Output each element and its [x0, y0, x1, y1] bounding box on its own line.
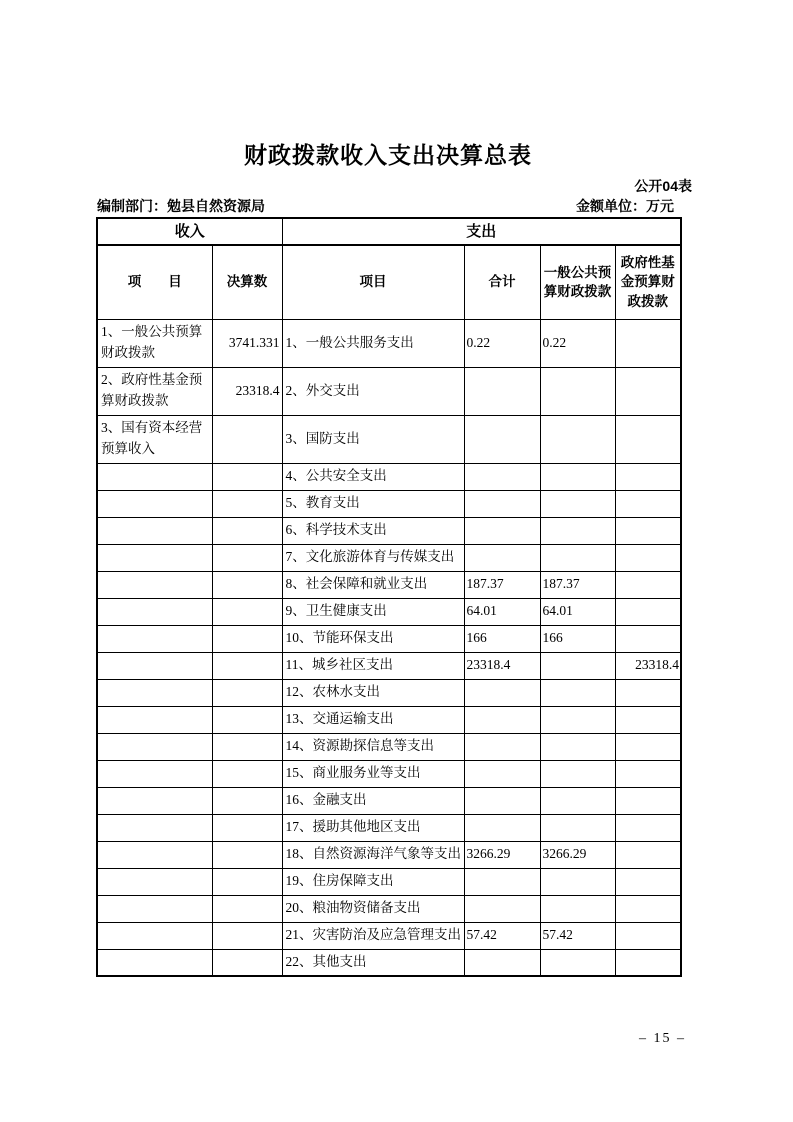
expenditure-gov-fund-cell — [615, 949, 681, 976]
table-row — [97, 367, 681, 415]
income-amount-cell — [212, 760, 282, 787]
table-row — [97, 868, 681, 895]
income-item-cell — [97, 760, 212, 787]
expenditure-general-budget-cell — [540, 679, 615, 706]
income-amount-header: 决算数 — [212, 245, 282, 319]
expenditure-gov-fund-cell — [615, 415, 681, 463]
table-row — [97, 544, 681, 571]
income-item-cell — [97, 679, 212, 706]
expenditure-gov-fund-cell — [615, 733, 681, 760]
expenditure-gov-fund-cell — [615, 490, 681, 517]
expenditure-item-cell: 19、住房保障支出 — [282, 868, 464, 895]
page-number: – 15 – — [639, 1031, 686, 1046]
expenditure-general-budget-cell: 187.37 — [540, 571, 615, 598]
expenditure-gov-fund-cell — [615, 463, 681, 490]
expenditure-general-budget-cell: 3266.29 — [540, 841, 615, 868]
income-amount-cell — [212, 949, 282, 976]
income-amount-cell — [212, 517, 282, 544]
expenditure-total-cell — [464, 367, 540, 415]
income-amount-cell — [212, 571, 282, 598]
expenditure-gov-fund-cell — [615, 706, 681, 733]
table-row — [97, 625, 681, 652]
income-item-cell — [97, 598, 212, 625]
expenditure-total-cell — [464, 787, 540, 814]
expenditure-item-cell: 7、文化旅游体育与传媒支出 — [282, 544, 464, 571]
expenditure-gov-fund-cell — [615, 367, 681, 415]
expenditure-gov-fund-cell — [615, 760, 681, 787]
expenditure-total-cell — [464, 679, 540, 706]
table-row — [97, 415, 681, 463]
expenditure-item-cell: 12、农林水支出 — [282, 679, 464, 706]
table-row — [97, 787, 681, 814]
income-item-cell — [97, 463, 212, 490]
expenditure-item-cell: 13、交通运输支出 — [282, 706, 464, 733]
expenditure-item-cell: 16、金融支出 — [282, 787, 464, 814]
expenditure-general-budget-cell — [540, 760, 615, 787]
expenditure-item-cell: 9、卫生健康支出 — [282, 598, 464, 625]
expenditure-general-budget-cell — [540, 949, 615, 976]
expenditure-general-budget-cell — [540, 415, 615, 463]
expenditure-item-cell: 4、公共安全支出 — [282, 463, 464, 490]
expenditure-total-cell: 3266.29 — [464, 841, 540, 868]
income-item-cell — [97, 733, 212, 760]
page-title: 财政拨款收入支出决算总表 — [244, 142, 532, 168]
expenditure-gov-fund-cell — [615, 895, 681, 922]
income-amount-cell: 23318.4 — [212, 367, 282, 415]
expenditure-item-cell: 5、教育支出 — [282, 490, 464, 517]
expenditure-gov-fund-cell — [615, 544, 681, 571]
income-amount-cell: 3741.331 — [212, 319, 282, 367]
income-item-header: 项 目 — [97, 245, 212, 319]
income-amount-cell — [212, 787, 282, 814]
expenditure-item-cell: 18、自然资源海洋气象等支出 — [282, 841, 464, 868]
expenditure-gov-fund-header: 政府性基金预算财政拨款 — [615, 245, 681, 319]
expenditure-general-budget-cell: 0.22 — [540, 319, 615, 367]
expenditure-group-header: 支出 — [282, 218, 681, 245]
table-row — [97, 922, 681, 949]
expenditure-gov-fund-cell — [615, 571, 681, 598]
income-amount-cell — [212, 598, 282, 625]
income-item-cell — [97, 490, 212, 517]
expenditure-item-header: 项目 — [282, 245, 464, 319]
expenditure-total-cell — [464, 544, 540, 571]
expenditure-gov-fund-cell: 23318.4 — [615, 652, 681, 679]
expenditure-general-budget-cell — [540, 544, 615, 571]
expenditure-general-budget-cell — [540, 895, 615, 922]
expenditure-total-cell: 23318.4 — [464, 652, 540, 679]
content-area — [96, 0, 692, 1122]
column-header-row — [97, 245, 681, 319]
expenditure-total-cell: 64.01 — [464, 598, 540, 625]
expenditure-gov-fund-cell — [615, 868, 681, 895]
expenditure-total-cell: 187.37 — [464, 571, 540, 598]
income-item-cell — [97, 571, 212, 598]
income-item-cell — [97, 625, 212, 652]
expenditure-total-cell — [464, 517, 540, 544]
table-row — [97, 598, 681, 625]
table-row — [97, 760, 681, 787]
table-header — [97, 218, 681, 319]
income-amount-cell — [212, 652, 282, 679]
table-row — [97, 571, 681, 598]
expenditure-general-budget-cell — [540, 517, 615, 544]
expenditure-general-budget-cell — [540, 733, 615, 760]
expenditure-total-cell — [464, 463, 540, 490]
income-item-cell — [97, 841, 212, 868]
department-label: 编制部门：勉县自然资源局 — [97, 198, 265, 214]
expenditure-general-budget-cell — [540, 490, 615, 517]
income-item-cell: 3、国有资本经营预算收入 — [97, 415, 212, 463]
table-body — [97, 319, 681, 976]
expenditure-gov-fund-cell — [615, 841, 681, 868]
expenditure-gov-fund-cell — [615, 517, 681, 544]
expenditure-total-cell — [464, 895, 540, 922]
income-item-cell — [97, 922, 212, 949]
income-item-cell — [97, 787, 212, 814]
expenditure-item-cell: 21、灾害防治及应急管理支出 — [282, 922, 464, 949]
expenditure-total-cell: 57.42 — [464, 922, 540, 949]
income-amount-cell — [212, 868, 282, 895]
expenditure-gov-fund-cell — [615, 598, 681, 625]
income-item-cell — [97, 652, 212, 679]
expenditure-general-budget-cell — [540, 367, 615, 415]
income-amount-cell — [212, 679, 282, 706]
table-row — [97, 463, 681, 490]
expenditure-total-cell: 166 — [464, 625, 540, 652]
table-row — [97, 949, 681, 976]
table-row — [97, 814, 681, 841]
unit-label: 金额单位：万元 — [576, 198, 674, 214]
expenditure-gov-fund-cell — [615, 625, 681, 652]
expenditure-total-cell — [464, 814, 540, 841]
expenditure-total-cell — [464, 868, 540, 895]
expenditure-total-cell: 0.22 — [464, 319, 540, 367]
table-row — [97, 652, 681, 679]
expenditure-item-cell: 2、外交支出 — [282, 367, 464, 415]
expenditure-item-cell: 11、城乡社区支出 — [282, 652, 464, 679]
expenditure-total-cell — [464, 490, 540, 517]
income-item-cell: 2、政府性基金预算财政拨款 — [97, 367, 212, 415]
income-amount-cell — [212, 544, 282, 571]
income-amount-cell — [212, 922, 282, 949]
expenditure-general-budget-cell — [540, 706, 615, 733]
expenditure-total-cell — [464, 760, 540, 787]
table-row — [97, 490, 681, 517]
table-row — [97, 895, 681, 922]
income-item-cell — [97, 895, 212, 922]
income-item-cell — [97, 814, 212, 841]
meta-line — [97, 196, 674, 216]
income-item-cell — [97, 517, 212, 544]
expenditure-item-cell: 1、一般公共服务支出 — [282, 319, 464, 367]
expenditure-item-cell: 15、商业服务业等支出 — [282, 760, 464, 787]
expenditure-general-budget-cell — [540, 652, 615, 679]
expenditure-general-budget-cell: 64.01 — [540, 598, 615, 625]
income-amount-cell — [212, 841, 282, 868]
expenditure-total-cell — [464, 706, 540, 733]
expenditure-gov-fund-cell — [615, 787, 681, 814]
income-item-cell — [97, 544, 212, 571]
table-row — [97, 319, 681, 367]
income-item-cell — [97, 706, 212, 733]
income-amount-cell — [212, 733, 282, 760]
expenditure-gov-fund-cell — [615, 319, 681, 367]
expenditure-total-header: 合计 — [464, 245, 540, 319]
expenditure-item-cell: 17、援助其他地区支出 — [282, 814, 464, 841]
expenditure-general-budget-cell: 57.42 — [540, 922, 615, 949]
expenditure-item-cell: 14、资源勘探信息等支出 — [282, 733, 464, 760]
income-amount-cell — [212, 490, 282, 517]
income-amount-cell — [212, 706, 282, 733]
income-group-header: 收入 — [97, 218, 282, 245]
income-amount-cell — [212, 814, 282, 841]
expenditure-item-cell: 6、科学技术支出 — [282, 517, 464, 544]
expenditure-general-budget-cell — [540, 787, 615, 814]
expenditure-general-budget-cell: 166 — [540, 625, 615, 652]
expenditure-item-cell: 10、节能环保支出 — [282, 625, 464, 652]
table-code-label: 公开04表 — [634, 178, 692, 194]
expenditure-general-budget-cell — [540, 463, 615, 490]
expenditure-item-cell: 20、粮油物资储备支出 — [282, 895, 464, 922]
expenditure-gov-fund-cell — [615, 922, 681, 949]
table-row — [97, 733, 681, 760]
expenditure-general-budget-cell — [540, 868, 615, 895]
expenditure-item-cell: 3、国防支出 — [282, 415, 464, 463]
fiscal-summary-table — [96, 217, 682, 977]
expenditure-item-cell: 22、其他支出 — [282, 949, 464, 976]
table-row — [97, 841, 681, 868]
expenditure-total-cell — [464, 733, 540, 760]
expenditure-general-budget-header: 一般公共预算财政拨款 — [540, 245, 615, 319]
expenditure-general-budget-cell — [540, 814, 615, 841]
table-row — [97, 679, 681, 706]
income-amount-cell — [212, 625, 282, 652]
income-item-cell — [97, 949, 212, 976]
income-amount-cell — [212, 463, 282, 490]
table-row — [97, 517, 681, 544]
income-amount-cell — [212, 895, 282, 922]
expenditure-total-cell — [464, 415, 540, 463]
expenditure-item-cell: 8、社会保障和就业支出 — [282, 571, 464, 598]
expenditure-total-cell — [464, 949, 540, 976]
group-header-row — [97, 218, 681, 245]
table-row — [97, 706, 681, 733]
expenditure-gov-fund-cell — [615, 814, 681, 841]
income-item-cell — [97, 868, 212, 895]
income-amount-cell — [212, 415, 282, 463]
income-item-cell: 1、一般公共预算财政拨款 — [97, 319, 212, 367]
expenditure-gov-fund-cell — [615, 679, 681, 706]
